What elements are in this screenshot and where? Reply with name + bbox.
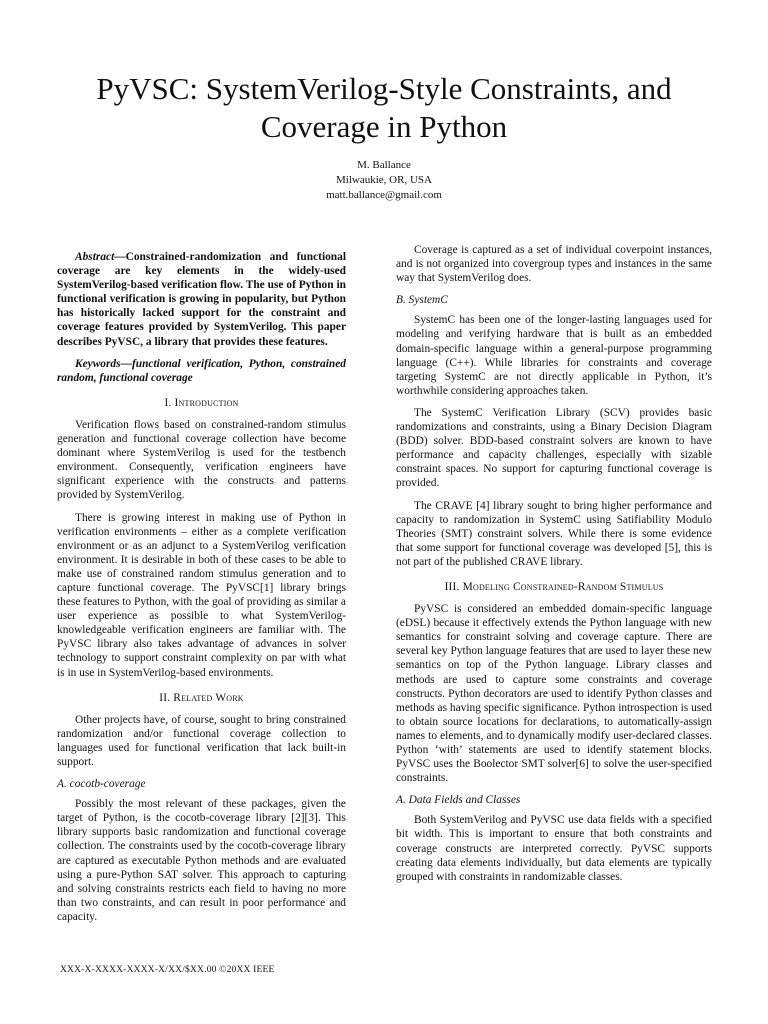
left-column [57,250,346,932]
paragraph: SystemC has been one of the longer-lasting languages used for modeling and verifying hardware that is built as an embedded domain-specific language within a general-purpose programming language (C++). While libraries for constraints and coverage targeting SystemC are not directly applicable in Python, it’s worthwhile considering approaches taken. [396,314,712,397]
paragraph: Other projects have, of course, sought to bring constrained randomization and/or functional coverage collection to languages used for functional verification that lack built-in support. [57,713,346,768]
author-location: Milwaukie, OR, USA [336,174,432,186]
abstract-label: Abstract [75,251,115,263]
abstract-text: Constrained-randomization and functional coverage are key elements in the widely-used SystemVerilog-based verification flow. The use of Python in functional verification is growing in popularity, but Python has historically lacked support for the constraint and coverage features provided by SystemVerilog. This paper describes PyVSC, a library that provides these features. [57,251,346,348]
paragraph: The CRAVE [4] library sought to bring higher performance and capacity to randomization in SystemC using Satifiability Modulo Theories (SMT) constraint solvers. While there is some evidence that some support for functional coverage was developed [5], this is not part of the published CRAVE library. [396,499,712,568]
right-column [396,243,712,892]
paragraph: PyVSC is considered an embedded domain-specific language (eDSL) because it effectively extends the Python language with new semantics for constraint solving and coverage capture. There are several key Python language features that are used to layer these new semantics on top of the Python language. Library classes and methods are used to capture some constraints and coverage constructs. Python decorators are used to identify Python classes and methods as having specific significance. Python introspection is used to obtain source locations for declarations, to automatically-assign names to elements, and to dynamically modify user-declared classes. Python ‘with’ statements are used to identify statement blocks. PyVSC uses the Boolector SMT solver[6] to solve the user-specified constraints. [396,603,712,785]
subsection-heading-data-fields: A. Data Fields and Classes [396,794,521,807]
keywords-text: functional verification, Python, constrained random, functional coverage [57,357,346,384]
keywords-label: Keywords— [75,357,132,370]
section-heading-related-work: II. Related Work [159,691,244,704]
subsection-heading-cocotb-coverage: A. cocotb-coverage [57,778,146,791]
subsection-heading-systemc: B. SystemC [396,294,448,307]
abstract-dash: — [114,251,126,263]
author-email: matt.ballance@gmail.com [326,189,442,201]
paragraph: Both SystemVerilog and PyVSC use data fields with a specified bit width. This is important to ensure that both constraints and coverage constructs are interpreted correctly. PyVSC supports creating data elements individually, but data elements are typically grouped with constraints in randomizable classes. [396,814,712,883]
paragraph: There is growing interest in making use of Python in verification environments – either as a complete verification environment or as an adjunct to a SystemVerilog verification environment. It is desirable in both of these cases to be able to make use of constrained random stimulus generation and to capture functional coverage. The PyVSC[1] library brings these features to Python, with the goal of providing as similar a user experience as possible to what SystemVerilog-knowledgeable verification engineers are familiar with. The PyVSC library also takes advantage of advances in solver technology to support constraint complexity on par with what is in use in SystemVerilog-based environments. [57,511,346,679]
paragraph: The SystemC Verification Library (SCV) provides basic randomizations and constraints, using a Binary Decision Diagram (BDD) solver. BDD-based constraint solvers are known to have performance and capacity challenges, especially with sizable constraint spaces. No support for capturing functional coverage is provided. [396,406,712,490]
copyright-footer: XXX-X-XXXX-XXXX-X/XX/$XX.00 ©20XX IEEE [60,965,275,975]
paragraph: Verification flows based on constrained-random stimulus generation and functional coverage collection have become dominant where SystemVerilog is used for the testbench environment. Consequently, verification engineers have significant experience with the constructs and patterns provided by SystemVerilog. [57,418,346,502]
keywords [57,357,346,385]
author-name: M. Ballance [357,159,411,171]
section-heading-introduction: I. Introduction [164,396,239,409]
abstract [57,250,346,349]
paragraph: Coverage is captured as a set of individual coverpoint instances, and is not organized into covergroup types and instances in the same way that SystemVerilog does. [396,244,712,285]
paper-title: PyVSC: SystemVerilog-Style Constraints, and Coverage in Python [96,71,672,144]
paragraph: Possibly the most relevant of these packages, given the target of Python, is the cocotb-coverage library [2][3]. This library supports basic randomization and functional coverage collection. The constraints used by the cocotb-coverage library are captured as executable Python methods and are evaluated using a pure-Python SAT solver. This approach to capturing and solving constraints restricts each field to having no more than two constraints, and can result in poor performance and capacity. [57,798,346,923]
section-heading-modeling: III. Modeling Constrained-Random Stimulus [444,580,664,593]
author-block [0,158,768,203]
